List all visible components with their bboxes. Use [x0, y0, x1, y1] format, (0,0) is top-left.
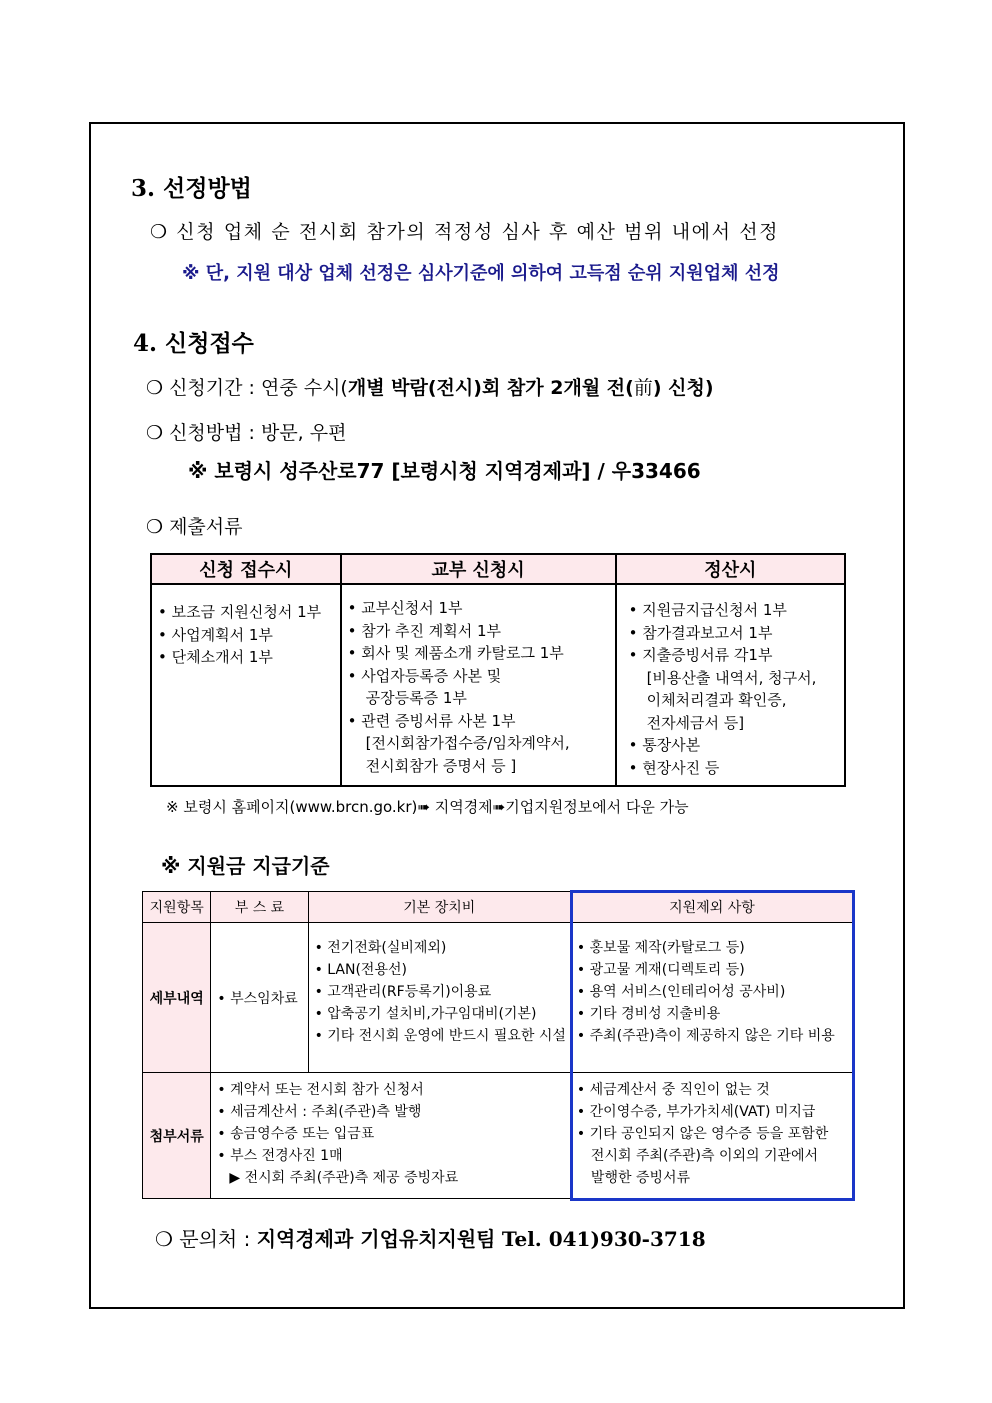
list-item: • 현장사진 등 — [629, 757, 840, 780]
list-item: • 회사 및 제품소개 카탈로그 1부 — [348, 642, 611, 665]
section-3-heading: 3. 선정방법 — [131, 175, 252, 202]
row-label-attachments: 첨부서류 — [143, 1073, 211, 1199]
list-item: • 통장사본 — [629, 734, 840, 757]
list-item: • 부스 전경사진 1매 — [217, 1145, 566, 1167]
header-support-item: 지원항목 — [143, 892, 211, 923]
application-period — [146, 373, 714, 400]
list-item: • 지원금지급신청서 1부 — [629, 599, 840, 622]
header-booth-fee: 부 스 료 — [211, 892, 308, 923]
list-item: • 지출증빙서류 각1부 — [629, 644, 840, 667]
list-item: • 압축공기 설치비,가구임대비(기본) — [315, 1003, 566, 1025]
list-item: • 용역 서비스(인테리어성 공사비) — [577, 981, 849, 1003]
list-item: • 간이영수증, 부가가치세(VAT) 미지급 — [577, 1101, 849, 1123]
list-item: • 홍보물 제작(카탈로그 등) — [577, 937, 849, 959]
header-equipment: 기본 장치비 — [308, 892, 570, 923]
list-item: • 참가 추진 계획서 1부 — [348, 620, 611, 643]
booth-fee-text: • 부스임차료 — [217, 991, 297, 1007]
criteria-table — [142, 891, 854, 1199]
list-item: • 세금계산서 중 직인이 없는 것 — [577, 1079, 849, 1101]
header-grant-request: 교부 신청시 — [341, 554, 616, 584]
list-item: 전자세금서 등] — [646, 713, 745, 732]
list-item: • 보조금 지원신청서 1부 — [158, 601, 336, 624]
list-item: • 광고물 게재(디렉토리 등) — [577, 959, 849, 981]
period-detail: 개별 박람(전시)회 참가 2개월 전( — [347, 377, 634, 399]
list-item: • LAN(전용선) — [315, 959, 566, 981]
list-item: [전시회참가접수증/임차계약서, — [365, 734, 570, 752]
header-exclusions: 지원제외 사항 — [570, 892, 853, 923]
section-4-heading: 4. 신청접수 — [133, 330, 254, 357]
grant-request-docs-cell — [341, 584, 616, 786]
attachment-exclusions-cell — [570, 1073, 853, 1199]
list-item: • 계약서 또는 전시회 참가 신청서 — [217, 1079, 566, 1101]
contact-line — [155, 1223, 706, 1252]
period-label: ❍ 신청기간 : 연중 수시( — [146, 377, 348, 399]
list-item: 전시회참가 증명서 등 ] — [365, 756, 517, 775]
download-note: ※ 보령시 홈페이지(www.brcn.go.kr)➠ 지역경제➠기업지원정보에서 다운 가능 — [166, 798, 689, 816]
list-item: • 참가결과보고서 1부 — [629, 622, 840, 645]
documents-table — [150, 553, 846, 787]
list-item: • 기타 경비성 지출비용 — [577, 1003, 849, 1025]
period-end: ) 신청) — [652, 377, 714, 399]
settlement-docs-cell — [616, 584, 845, 786]
header-settlement: 정산시 — [616, 554, 845, 584]
section-3-item: ❍ 신청 업체 순 전시회 참가의 적정성 심사 후 예산 범위 내에서 선정 — [150, 221, 780, 243]
list-item: • 관련 증빙서류 사본 1부 — [348, 710, 611, 733]
application-method: ❍ 신청방법 : 방문, 우편 — [146, 422, 347, 444]
list-item: [비용산출 내역서, 청구서, — [646, 668, 817, 687]
documents-label: ❍ 제출서류 — [146, 516, 243, 538]
list-item: • 교부신청서 1부 — [348, 597, 611, 620]
list-item: • 단체소개서 1부 — [158, 646, 336, 669]
contact-tel: Tel. 041)930-3718 — [501, 1227, 706, 1251]
contact-label: ❍ 문의처 : — [155, 1227, 257, 1251]
list-item: 전시회 주최(주관)측 이외의 기관에서 — [590, 1148, 819, 1164]
period-hanja: 前 — [633, 377, 653, 399]
header-submission: 신청 접수시 — [151, 554, 341, 584]
list-item: • 주최(주관)측이 제공하지 않은 기타 비용 — [577, 1025, 849, 1047]
list-item: • 기타 전시회 운영에 반드시 필요한 시설 — [315, 1025, 566, 1047]
list-item: • 사업계획서 1부 — [158, 624, 336, 647]
list-item: 이체처리결과 확인증, — [646, 691, 787, 709]
attachments-cell — [211, 1073, 571, 1199]
booth-fee-cell — [211, 923, 308, 1073]
list-item: • 사업자등록증 사본 및 — [348, 665, 611, 688]
list-item: 공장등록증 1부 — [365, 689, 467, 707]
criteria-title: ※ 지원금 지급기준 — [161, 854, 330, 878]
list-item: • 세금계산서 : 주최(주관)측 발행 — [217, 1101, 566, 1123]
contact-dept: 지역경제과 기업유치지원팀 — [256, 1227, 496, 1251]
list-item: • 송금영수증 또는 입금표 — [217, 1123, 566, 1145]
mailing-address: ※ 보령시 성주산로77 [보령시청 지역경제과] / 우33466 — [188, 459, 701, 483]
equipment-cell — [308, 923, 570, 1073]
submission-docs-cell — [151, 584, 341, 786]
row-label-details: 세부내역 — [143, 923, 211, 1073]
list-item: • 기타 공인되지 않은 영수증 등을 포함한 — [577, 1123, 849, 1145]
list-item: 발행한 증빙서류 — [590, 1170, 691, 1186]
list-item: ▶ 전시회 주최(주관)측 제공 증빙자료 — [217, 1167, 566, 1189]
section-3-note: ※ 단, 지원 대상 업체 선정은 심사기준에 의하여 고득점 순위 지원업체 선정 — [182, 263, 780, 284]
exclusions-cell — [570, 923, 853, 1073]
list-item: • 전기전화(실비제외) — [315, 937, 566, 959]
list-item: • 고객관리(RF등록기)이용료 — [315, 981, 566, 1003]
